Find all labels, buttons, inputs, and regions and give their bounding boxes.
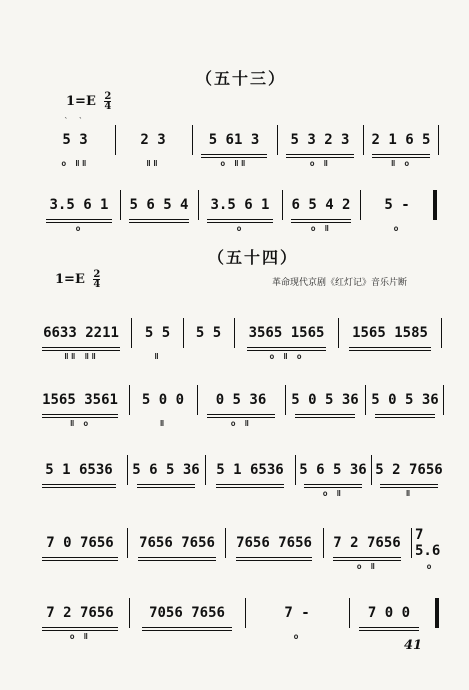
- section-53-key-signature: [66, 92, 111, 111]
- section-54-title: （五十四）: [208, 248, 299, 267]
- measure: 3565 1565 o ǁ o: [248, 325, 325, 361]
- measure: 0 5 36 o ǁ: [201, 385, 281, 415]
- staff-line-54-2: [35, 385, 445, 428]
- staff-line-54-4: [35, 527, 445, 571]
- staff-line-53-2: [40, 190, 440, 233]
- measure: 7 0 7656: [35, 528, 125, 558]
- staff-line-54-3: [35, 455, 445, 498]
- page-number: 41: [404, 638, 423, 653]
- measure: 5 2 7656 ǁ: [375, 462, 443, 498]
- measure: 5 1 6536: [209, 455, 291, 485]
- measure: 6633 2211 ǁǁ ǁǁ: [43, 325, 119, 361]
- measure: 5 61 3 o ǁǁ: [195, 125, 273, 155]
- measure: 2 1 6 5 ǁ o: [371, 132, 431, 168]
- measure: 7 5.6 o: [415, 527, 441, 571]
- measure: 5 6 5 4: [123, 190, 195, 220]
- staff-line-53-1: [40, 117, 440, 168]
- measure: 5 0 0 ǁ: [141, 392, 185, 428]
- source-note: 革命现代京剧《红灯记》音乐片断: [272, 278, 408, 288]
- measure: 5 5: [195, 325, 222, 341]
- measure: 5 3 2 3 o ǁ: [280, 125, 360, 155]
- staff-line-54-5: [35, 598, 445, 641]
- measure: 6 5 4 2 o ǁ: [291, 197, 351, 233]
- measure: 3.5 6 1 o: [201, 190, 279, 220]
- measure: 1565 3561 ǁ o: [42, 392, 118, 428]
- measure: 5 3 ` ` o ǁǁ: [61, 117, 89, 168]
- measure: 7 2 7656 o ǁ: [35, 598, 125, 628]
- measure: 7 0 0: [353, 598, 425, 628]
- measure: 5 6 5 36: [131, 455, 201, 485]
- measure: 5 6 5 36 o ǁ: [299, 462, 367, 498]
- measure: 7056 7656: [133, 598, 241, 628]
- measure: 5 0 5 36: [369, 385, 441, 415]
- measure: 3.5 6 1 o: [40, 190, 118, 220]
- time-signature: $\frac{2}{4}$: [104, 91, 112, 112]
- measure: 5 0 5 36: [289, 385, 361, 415]
- measure: 1565 1585: [341, 318, 439, 348]
- key-label: 1=E: [55, 272, 85, 287]
- measure: 5 1 6536: [35, 455, 123, 485]
- section-53-title: （五十三）: [196, 69, 287, 88]
- staff-line-54-1: [35, 318, 445, 361]
- measure: 2 3 ǁǁ: [140, 132, 166, 168]
- section-54-key-signature: [55, 270, 100, 289]
- measure: 7 2 7656 o ǁ: [333, 535, 401, 571]
- time-signature: $\frac{2}{4}$: [93, 269, 101, 290]
- measure: 5 5 ǁ: [144, 325, 171, 361]
- measure: 5 - o: [384, 197, 410, 233]
- measure: 7 - o: [284, 605, 310, 641]
- measure: 7656 7656: [131, 528, 223, 558]
- key-label: 1=E: [66, 94, 96, 109]
- measure: 7656 7656: [229, 528, 319, 558]
